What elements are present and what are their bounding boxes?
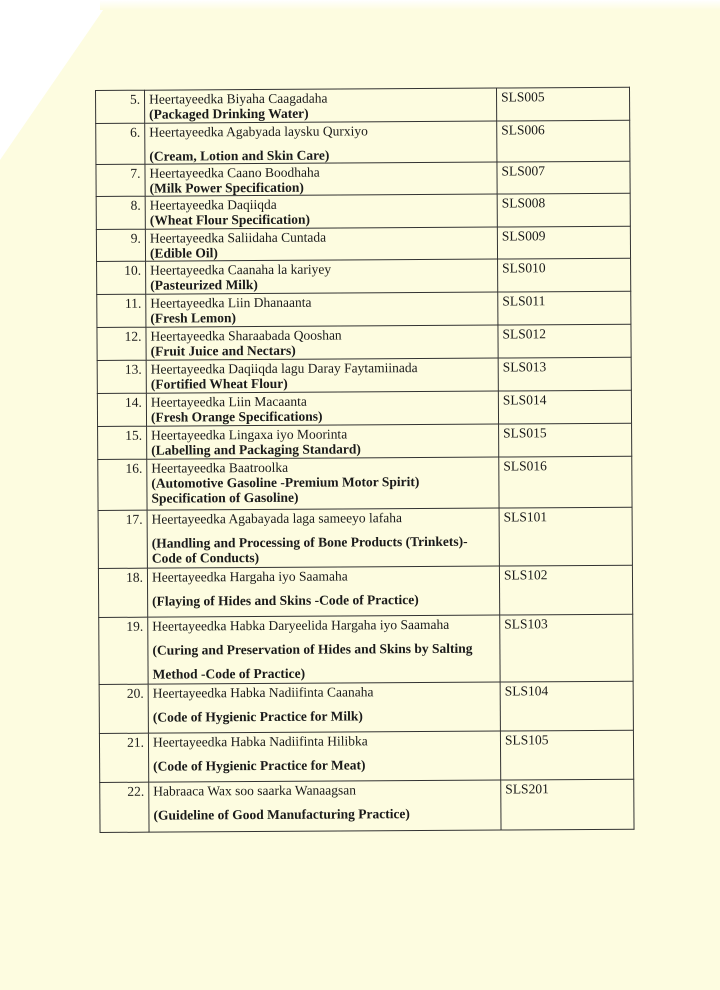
somali-title: Heertayeedka Caano Boodhaha xyxy=(149,164,320,181)
table-row xyxy=(97,390,631,426)
english-title: (Pasteurized Milk) xyxy=(150,277,258,293)
english-title: (Flaying of Hides and Skins -Code of Practice) xyxy=(152,592,419,609)
somali-title: Heertayeedka Lingaxa iyo Moorinta xyxy=(151,426,348,443)
row-number: 22. xyxy=(100,782,149,832)
english-title: (Packaged Drinking Water) xyxy=(149,105,309,122)
standard-description xyxy=(147,508,499,568)
row-number: 7. xyxy=(96,164,145,196)
table-row xyxy=(96,226,630,261)
row-number: 17. xyxy=(98,510,147,568)
standard-description xyxy=(145,162,497,196)
standard-code: SLS015 xyxy=(499,423,632,457)
english-title: (Code of Hygienic Practice for Milk) xyxy=(152,708,363,725)
standard-code: SLS016 xyxy=(499,456,632,508)
table-row xyxy=(97,291,631,327)
somali-title: Heertayeedka Daqiiqda xyxy=(149,196,277,213)
row-number: 20. xyxy=(99,684,148,733)
english-title: (Labelling and Packaging Standard) xyxy=(151,441,361,458)
table-row xyxy=(96,87,630,123)
table-row xyxy=(97,324,631,360)
standard-description xyxy=(147,424,499,459)
page-top-edge xyxy=(100,0,720,10)
table-row xyxy=(98,565,632,617)
table-row xyxy=(98,507,632,568)
row-number: 12. xyxy=(97,327,146,360)
standard-description xyxy=(146,259,498,294)
somali-title: Heertayeedka Sharaabada Qooshan xyxy=(150,327,342,344)
standard-description xyxy=(145,88,497,123)
table-row xyxy=(96,193,630,229)
table-row xyxy=(100,779,634,832)
standard-description xyxy=(148,731,500,782)
english-title: (Fortified Wheat Flour) xyxy=(150,375,288,392)
row-number: 19. xyxy=(99,617,148,684)
somali-title: Heertayeedka Liin Dhanaanta xyxy=(150,294,312,311)
standard-description xyxy=(148,682,500,733)
row-number: 15. xyxy=(98,426,147,459)
standard-code: SLS102 xyxy=(499,565,632,615)
row-number: 21. xyxy=(99,733,148,782)
table-row xyxy=(98,423,632,459)
standard-code: SLS103 xyxy=(500,614,633,682)
table-row xyxy=(97,258,631,294)
standards-table xyxy=(95,87,635,833)
standard-code: SLS201 xyxy=(501,779,634,830)
row-number: 13. xyxy=(97,360,146,393)
standard-code: SLS012 xyxy=(498,324,631,358)
standard-code: SLS007 xyxy=(497,161,630,194)
english-title: (Curing and Preservation of Hides and Skins by Salting xyxy=(152,640,473,658)
page-fold-corner xyxy=(0,0,110,160)
english-title: Method -Code of Practice) xyxy=(152,665,306,682)
standard-description xyxy=(146,292,498,327)
somali-title: Heertayeedka Agabyada laysku Qurxiyo xyxy=(149,123,368,140)
row-number: 5. xyxy=(96,90,145,123)
table-row xyxy=(99,614,633,684)
standard-description xyxy=(148,615,500,684)
standard-code: SLS101 xyxy=(499,507,632,566)
standard-code: SLS005 xyxy=(496,87,629,121)
standard-description xyxy=(147,457,499,510)
standard-description xyxy=(145,121,497,164)
somali-title: Heertayeedka Biyaha Caagadaha xyxy=(149,90,328,107)
somali-title: Heertayeedka Habka Daryeelida Hargaha iyo Saamaha xyxy=(152,616,450,634)
table-row xyxy=(96,120,630,164)
standard-code: SLS010 xyxy=(498,258,631,292)
english-title: (Fresh Lemon) xyxy=(150,310,237,326)
standard-code: SLS014 xyxy=(498,390,631,424)
row-number: 8. xyxy=(96,196,145,229)
standard-description xyxy=(146,391,498,426)
standard-code: SLS104 xyxy=(500,681,633,731)
somali-title: Heertayeedka Habka Nadiifinta Caanaha xyxy=(152,684,374,701)
standard-description xyxy=(146,325,498,360)
standards-table-body xyxy=(96,87,635,832)
standard-description xyxy=(147,566,499,617)
somali-title: Heertayeedka Saliidaha Cuntada xyxy=(149,229,327,246)
english-title: (Cream, Lotion and Skin Care) xyxy=(149,147,330,164)
row-number: 10. xyxy=(97,261,146,294)
standard-code: SLS008 xyxy=(497,193,630,227)
standard-code: SLS009 xyxy=(497,226,630,259)
somali-title: Heertayeedka Liin Macaanta xyxy=(150,393,307,410)
row-number: 9. xyxy=(96,229,145,261)
row-number: 16. xyxy=(98,459,147,510)
standard-description xyxy=(149,780,501,832)
table-row xyxy=(96,161,630,196)
standard-code: SLS105 xyxy=(500,730,633,780)
table-row xyxy=(99,730,633,782)
standard-code: SLS013 xyxy=(498,357,631,391)
somali-title: Heertayeedka Daqiiqda lagu Daray Faytamiinada xyxy=(150,360,418,377)
english-title: (Code of Hygienic Practice for Meat) xyxy=(153,757,366,774)
somali-title: Heertayeedka Habka Nadiifinta Hilibka xyxy=(152,733,368,750)
standard-code: SLS006 xyxy=(497,120,630,162)
english-title: (Guideline of Good Manufacturing Practice) xyxy=(153,806,410,823)
table-row xyxy=(98,456,632,510)
table-row xyxy=(99,681,633,733)
somali-title: Habraaca Wax soo saarka Wanaagsan xyxy=(153,782,357,799)
english-title: (Milk Power Specification) xyxy=(149,179,304,196)
english-title: (Edible Oil) xyxy=(149,245,218,261)
somali-title: Heertayeedka Hargaha iyo Saamaha xyxy=(151,568,348,585)
row-number: 6. xyxy=(96,123,145,164)
row-number: 11. xyxy=(97,294,146,327)
standard-description xyxy=(145,227,497,261)
english-title: (Wheat Flour Specification) xyxy=(149,211,311,228)
english-title: Code of Conducts) xyxy=(151,550,260,566)
somali-title: Heertayeedka Agabayada laga sameeyo lafaha xyxy=(151,510,403,527)
standard-code: SLS011 xyxy=(498,291,631,325)
english-title: (Fresh Orange Specifications) xyxy=(150,408,323,425)
somali-title: Heertayeedka Baatroolka xyxy=(151,459,289,476)
standard-description xyxy=(145,194,497,229)
row-number: 14. xyxy=(97,393,146,426)
somali-title: Heertayeedka Caanaha la kariyey xyxy=(150,261,332,278)
english-title: (Automotive Gasoline -Premium Motor Spirit) xyxy=(151,474,420,491)
english-title: (Fruit Juice and Nectars) xyxy=(150,342,296,359)
row-number: 18. xyxy=(98,568,147,617)
english-title: (Handling and Processing of Bone Products (Trinkets)- xyxy=(151,533,468,551)
english-title: Specification of Gasoline) xyxy=(151,489,299,506)
standard-description xyxy=(146,358,498,393)
table-row xyxy=(97,357,631,393)
